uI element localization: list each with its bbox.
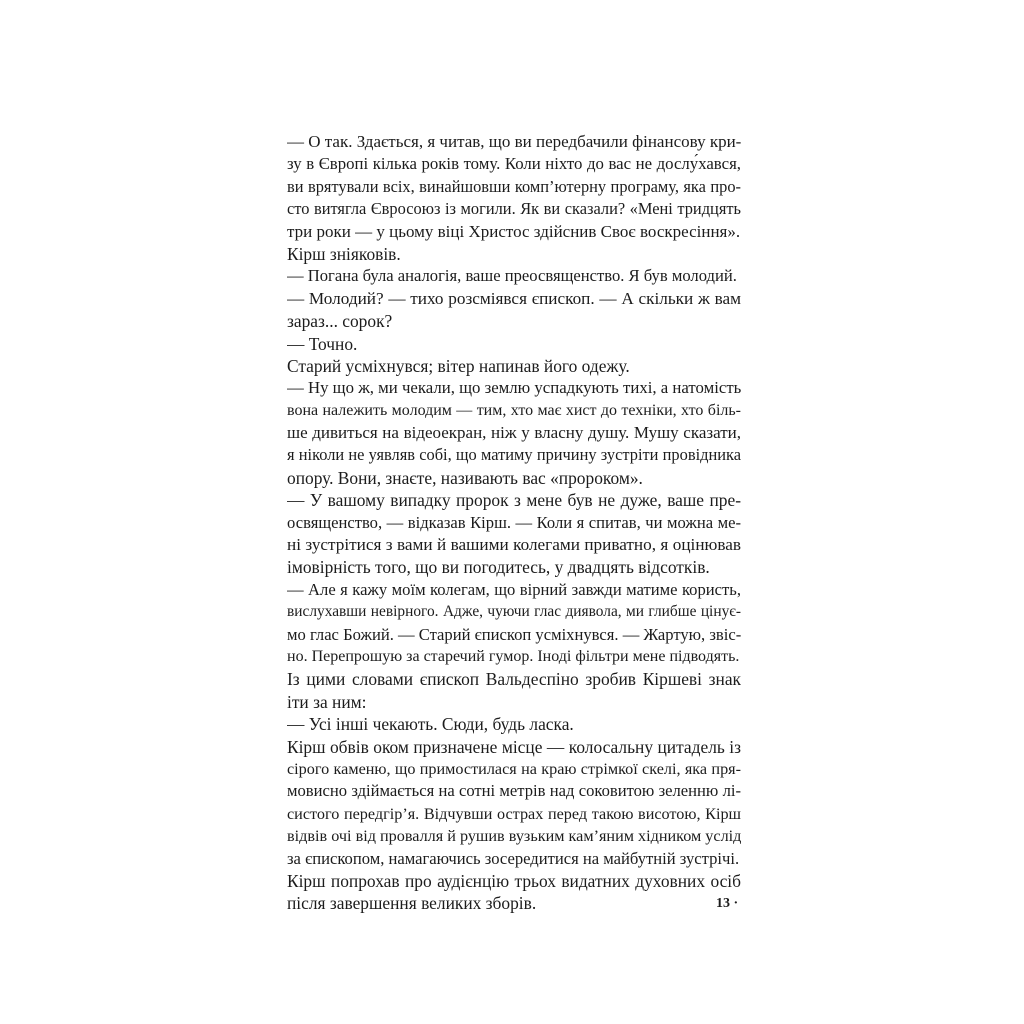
text-line: вислухавши невірного. Адже, чуючи глас диявола, ми глибше цінує-: [287, 603, 741, 621]
text-line: Старий усміхнувся; вітер напинав його одежу.: [287, 355, 630, 376]
text-line: за єпископом, намагаючись зосередитися на майбутній зустрічі.: [287, 848, 740, 868]
text-line: мо глас Божий. — Старий єпископ усміхнувся. — Жартую, звіс-: [287, 624, 741, 644]
text-line: — Усі інші чекають. Сюди, будь ласка.: [287, 714, 574, 735]
text-line: — Погана була аналогія, ваше преосвященство. Я був молодий.: [287, 266, 737, 286]
text-line: Кірш попрохав про аудієнцію трьох видатних духовних осіб: [287, 870, 741, 891]
text-line: — У вашому випадку пророк з мене був не дуже, ваше пре-: [287, 490, 741, 511]
text-line: ше дивиться на відеоекран, ніж у власну душу. Мушу сказати,: [287, 423, 741, 443]
text-line: Кірш обвів оком призначене місце — колосальну цитадель із: [287, 736, 741, 757]
text-line: Із цими словами єпископ Вальдеспіно зробив Кіршеві знак: [287, 669, 741, 690]
body-text: [287, 131, 741, 915]
text-line: ви врятували всіх, винайшовши комп’ютерну програму, яка про-: [287, 176, 741, 196]
text-line: опору. Вони, знаєте, називають вас «пророком».: [287, 467, 643, 488]
text-line: мовисно здіймається на сотні метрів над соковитою зеленню лі-: [287, 781, 741, 801]
text-line: но. Перепрошую за старечий гумор. Іноді фільтри мене підводять.: [287, 647, 740, 665]
text-line: імовірність того, що ви погодитесь, у двадцять відсотків.: [287, 557, 710, 578]
text-line: — Ну що ж, ми чекали, що землю успадкують тихі, а натомість: [287, 378, 741, 398]
text-line: — О так. Здається, я читав, що ви передбачили фінансову кри-: [287, 132, 741, 151]
text-line: освященство, — відказав Кірш. — Коли я спитав, чи можна ме-: [287, 512, 741, 532]
text-line: Кірш зніяковів.: [287, 243, 401, 264]
text-line: ні зустрітися з вами й вашими колегами приватно, я оцінював: [287, 535, 741, 555]
text-line: систого передгір’я. Відчувши острах перед такою висотою, Кірш: [287, 804, 741, 823]
page-number: 13 ·: [716, 896, 739, 911]
text-line: зу в Європі кілька років тому. Коли ніхто до вас не дослу́хався,: [287, 154, 741, 174]
text-line: я ніколи не уявляв собі, що матиму причину зустріти провідника: [287, 445, 741, 465]
text-line: сто витягла Євросоюз із могили. Як ви сказали? «Мені тридцять: [287, 199, 741, 219]
text-line: вона належить молодим — тим, хто має хист до техніки, хто біль-: [287, 401, 741, 419]
text-line: іти за ним:: [287, 691, 367, 712]
text-line: — Точно.: [287, 333, 358, 354]
text-line: три роки — у цьому віці Христос здійснив Своє воскресіння».: [287, 221, 741, 241]
text-line: — Молодий? — тихо розсміявся єпископ. — А скільки ж вам: [287, 288, 741, 308]
text-line: — Але я кажу моїм колегам, що вірний завжди матиме користь,: [287, 579, 741, 599]
text-line: відвів очі від провалля й рушив вузьким кам’яним хідником услід: [287, 827, 741, 846]
text-line: сірого каменю, що примостилася на краю стрімкої скелі, яка пря-: [287, 759, 741, 778]
text-line: після завершення великих зборів.: [287, 893, 537, 914]
text-line: зараз... сорок?: [287, 311, 393, 332]
